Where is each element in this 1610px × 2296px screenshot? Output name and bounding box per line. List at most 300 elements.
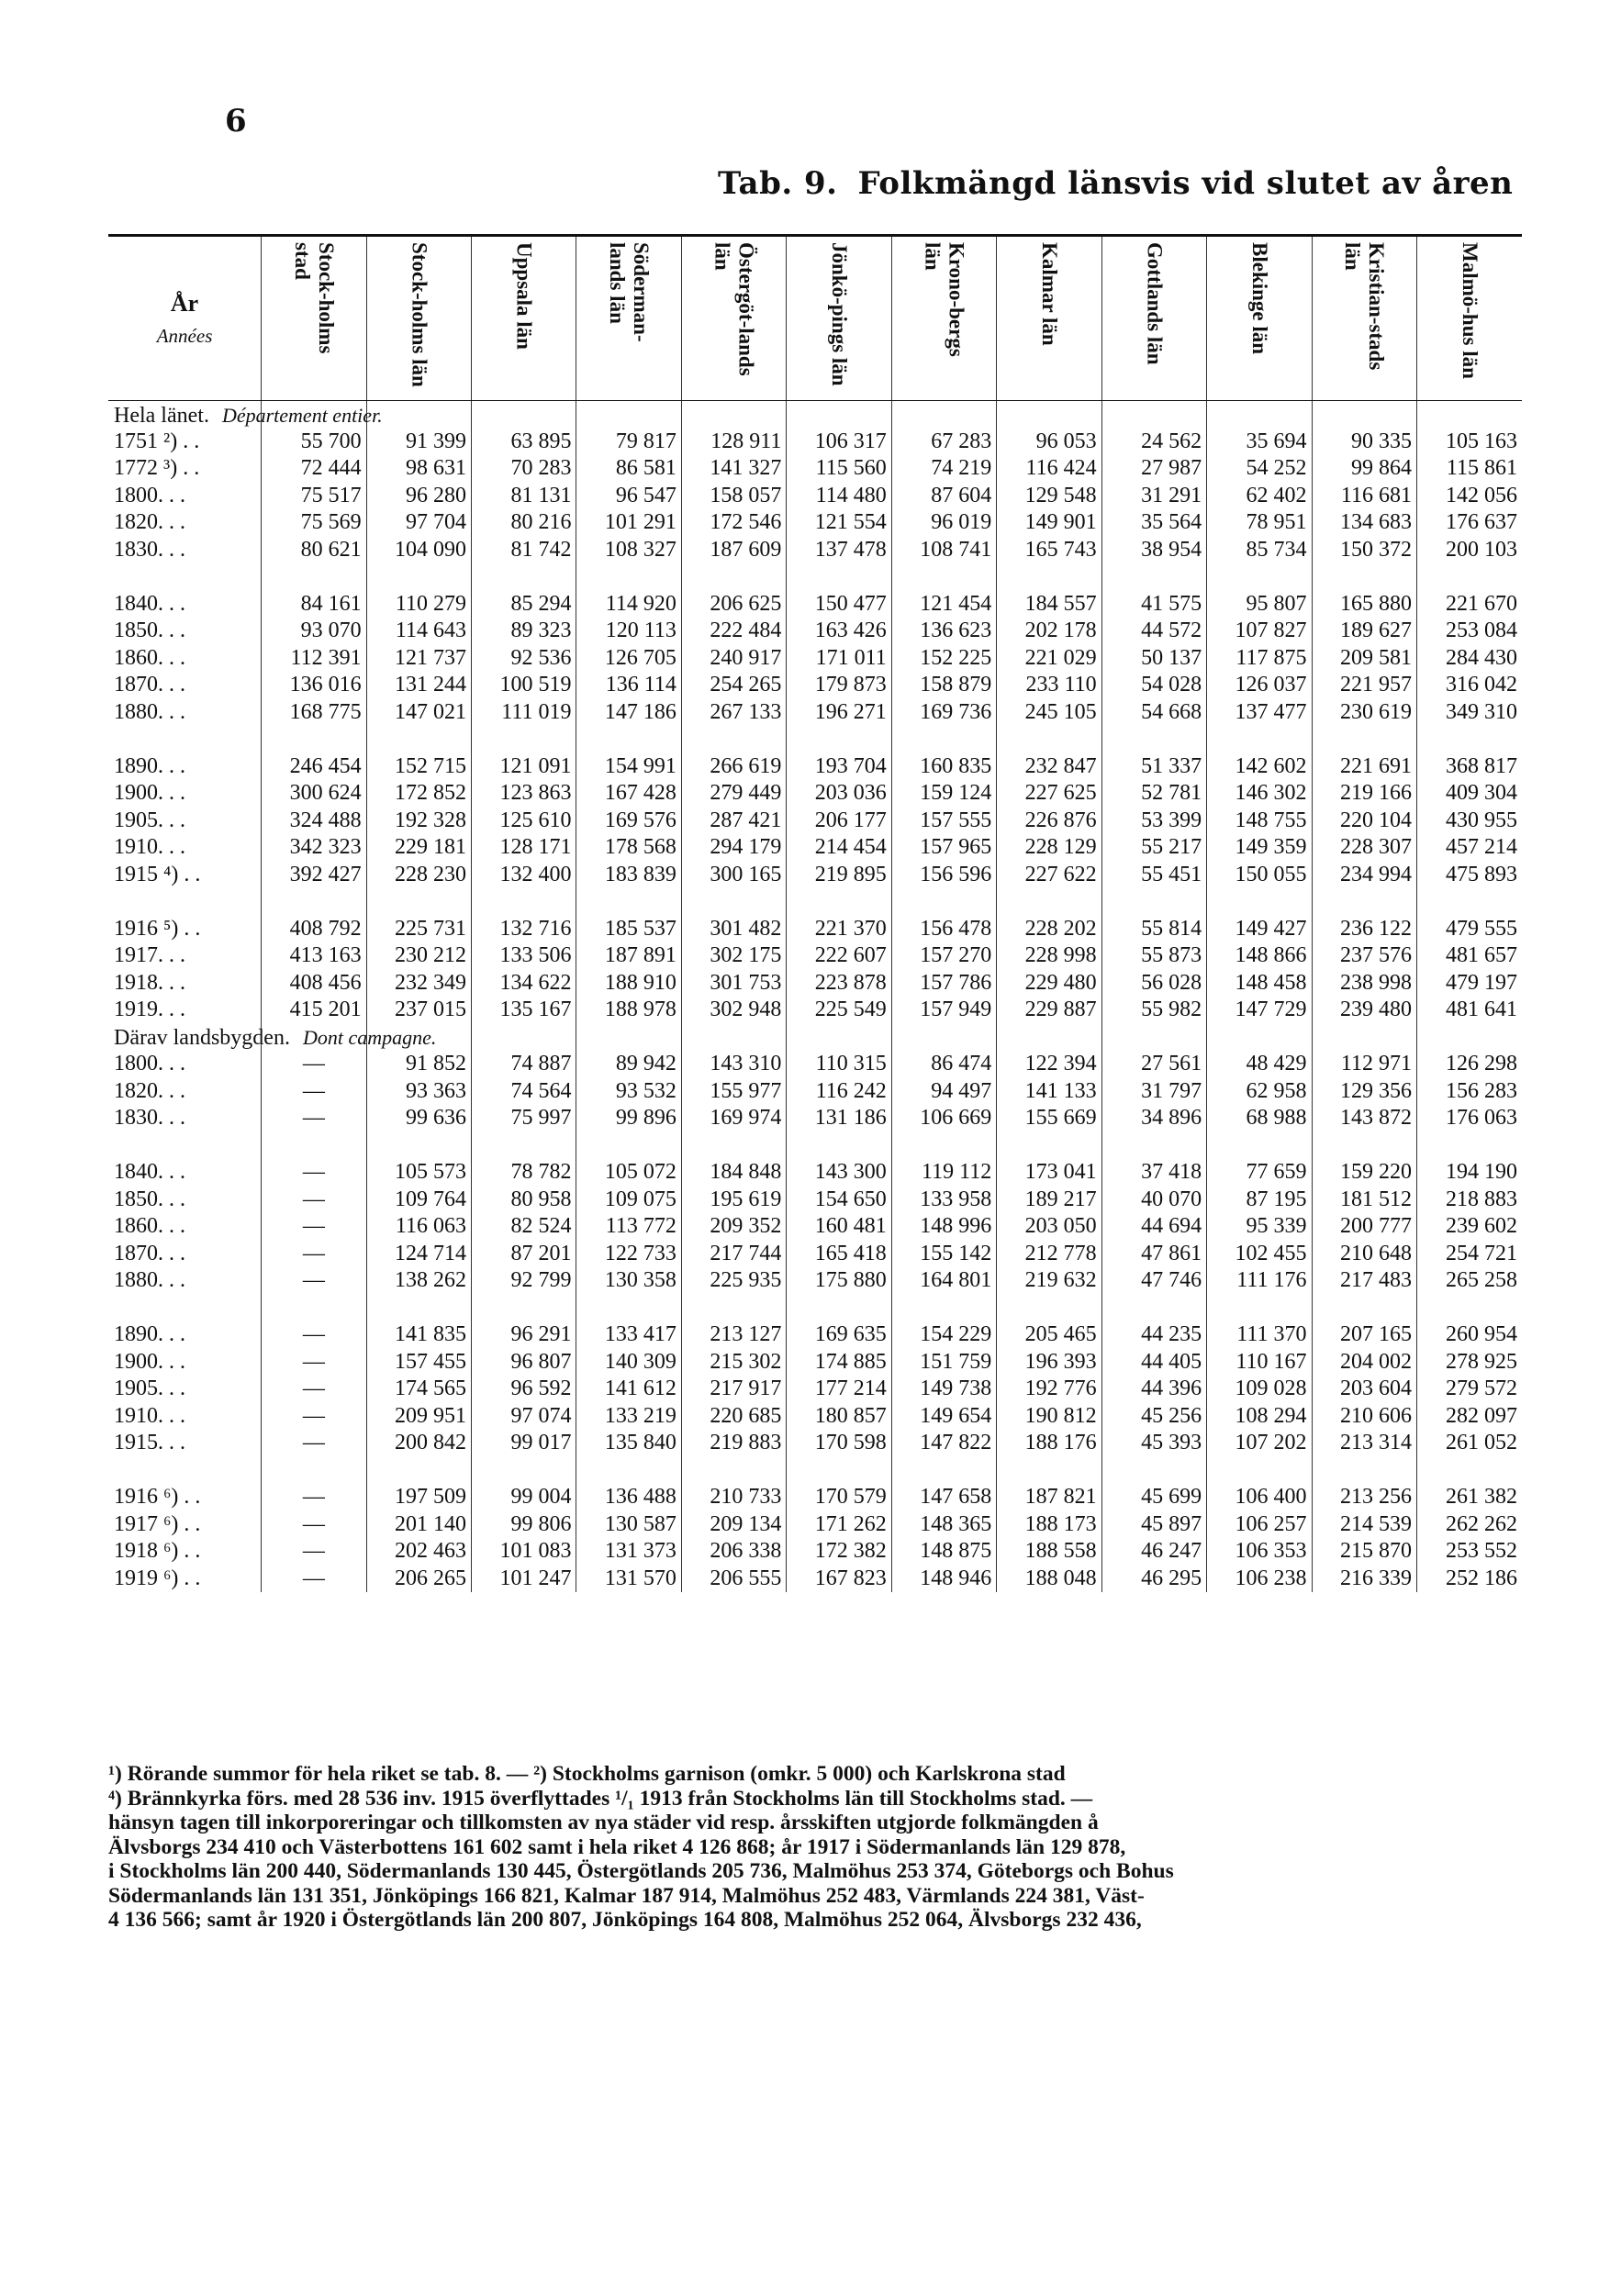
value-cell: 154 650 [787, 1187, 891, 1214]
value-cell: 172 852 [366, 780, 471, 808]
year-cell: 1880. . . [114, 699, 185, 724]
value-cell: 94 497 [891, 1078, 996, 1106]
value-cell: 97 074 [472, 1403, 576, 1431]
year-cell: 1840. . . [114, 591, 185, 616]
value-cell: 171 011 [787, 645, 891, 673]
value-cell: 261 382 [1416, 1484, 1522, 1511]
footnote-line: Södermanlands län 131 351, Jönköpings 166 821, Kalmar 187 914, Malmöhus 252 483, Värmlands 224 381, Väst- [108, 1883, 1145, 1908]
header-row [108, 236, 1522, 401]
value-cell: 31 797 [1101, 1078, 1206, 1106]
table-row [108, 1376, 1522, 1403]
value-cell: 96 280 [366, 483, 471, 510]
empty-cell [1207, 1457, 1312, 1485]
value-cell: 106 400 [1207, 1484, 1312, 1511]
value-cell: 45 393 [1101, 1430, 1206, 1457]
value-cell: 156 478 [891, 916, 996, 943]
value-cell: 149 427 [1207, 916, 1312, 943]
value-cell: 142 056 [1416, 483, 1522, 510]
empty-cell [1416, 726, 1522, 753]
value-cell: 184 848 [681, 1159, 786, 1187]
empty-cell [366, 563, 471, 591]
value-cell: 214 454 [787, 834, 891, 862]
value-cell: 108 327 [576, 537, 681, 564]
value-cell: 147 186 [576, 699, 681, 727]
column-header: Stock-holms län [366, 236, 471, 401]
column-header: Kristian-stads län [1312, 236, 1416, 401]
value-cell: 96 592 [472, 1376, 576, 1403]
year-cell: 1916 ⁶) . . [114, 1485, 201, 1510]
table-row [108, 1241, 1522, 1268]
empty-cell [472, 888, 576, 916]
value-cell: 184 557 [997, 591, 1101, 619]
empty-cell [1416, 401, 1522, 429]
value-cell: 253 552 [1416, 1538, 1522, 1566]
value-cell: 91 399 [366, 429, 471, 456]
value-cell: 169 576 [576, 808, 681, 835]
empty-cell [1416, 563, 1522, 591]
value-cell: 89 323 [472, 618, 576, 645]
value-cell: 148 866 [1207, 942, 1312, 970]
value-cell: 215 302 [681, 1349, 786, 1376]
value-cell: 121 454 [891, 591, 996, 619]
section-header-row [108, 1024, 1522, 1052]
empty-cell [891, 1024, 996, 1052]
value-cell: 413 163 [262, 942, 366, 970]
empty-cell [1416, 1295, 1522, 1322]
value-cell: 130 358 [576, 1267, 681, 1295]
value-cell: 209 951 [366, 1403, 471, 1431]
value-cell: 96 807 [472, 1349, 576, 1376]
empty-cell [997, 1457, 1101, 1485]
value-cell: 74 887 [472, 1051, 576, 1078]
value-cell: 80 958 [472, 1187, 576, 1214]
value-cell: 130 587 [576, 1511, 681, 1539]
footnote-line: ¹) Rörande summor för hela riket se tab. 8. — ²) Stockholms garnison (omkr. 5 000) och Karlskrona stad [108, 1762, 1066, 1786]
table-row [108, 1187, 1522, 1214]
footnote-line: i Stockholms län 200 440, Södermanlands 130 445, Östergötlands 205 736, Malmöhus 253 374, Göteborgs och Bohus [108, 1859, 1174, 1883]
value-cell: 78 782 [472, 1159, 576, 1187]
value-cell: 254 721 [1416, 1241, 1522, 1268]
value-cell: 206 555 [681, 1566, 786, 1593]
value-cell: 75 517 [262, 483, 366, 510]
year-cell: 1880. . . [114, 1268, 185, 1293]
empty-cell [1207, 1295, 1312, 1322]
value-cell: 206 625 [681, 591, 786, 619]
value-cell: 155 142 [891, 1241, 996, 1268]
value-cell: 122 733 [576, 1241, 681, 1268]
empty-cell [787, 563, 891, 591]
value-cell: 111 370 [1207, 1321, 1312, 1349]
value-cell: 160 481 [787, 1213, 891, 1241]
value-cell: 104 090 [366, 537, 471, 564]
empty-cell [576, 888, 681, 916]
value-cell: 173 041 [997, 1159, 1101, 1187]
value-cell: — [262, 1213, 366, 1241]
value-cell: 141 835 [366, 1321, 471, 1349]
value-cell: 165 418 [787, 1241, 891, 1268]
value-cell: 35 564 [1101, 509, 1206, 537]
empty-cell [108, 1457, 262, 1485]
value-cell: 146 302 [1207, 780, 1312, 808]
value-cell: 99 896 [576, 1105, 681, 1132]
value-cell: 152 225 [891, 645, 996, 673]
value-cell: 96 291 [472, 1321, 576, 1349]
table-row [108, 1267, 1522, 1295]
value-cell: 54 028 [1101, 672, 1206, 699]
value-cell: 215 870 [1312, 1538, 1416, 1566]
value-cell: 197 509 [366, 1484, 471, 1511]
value-cell: 117 875 [1207, 645, 1312, 673]
empty-cell [891, 1295, 996, 1322]
value-cell: 93 363 [366, 1078, 471, 1106]
value-cell: 192 328 [366, 808, 471, 835]
value-cell: 148 946 [891, 1566, 996, 1593]
value-cell: 254 265 [681, 672, 786, 699]
value-cell: 72 444 [262, 455, 366, 483]
value-cell: 47 746 [1101, 1267, 1206, 1295]
value-cell: 206 177 [787, 808, 891, 835]
value-cell: 479 197 [1416, 970, 1522, 998]
value-cell: 300 624 [262, 780, 366, 808]
value-cell: 237 015 [366, 997, 471, 1024]
table-row [108, 780, 1522, 808]
table-row [108, 1213, 1522, 1241]
value-cell: 148 755 [1207, 808, 1312, 835]
group-spacer [108, 1132, 1522, 1160]
value-cell: 115 560 [787, 455, 891, 483]
empty-cell [1101, 726, 1206, 753]
year-cell: 1870. . . [114, 673, 185, 697]
value-cell: 392 427 [262, 862, 366, 889]
value-cell: 99 806 [472, 1511, 576, 1539]
empty-cell [1312, 401, 1416, 429]
value-cell: 203 050 [997, 1213, 1101, 1241]
value-cell: 97 704 [366, 509, 471, 537]
value-cell: 54 668 [1101, 699, 1206, 727]
value-cell: 51 337 [1101, 753, 1206, 781]
footnote-line: hänsyn tagen till inkorporeringar och tillkomsten av nya städer vid resp. årsskiften utgjorde folkmängden å [108, 1811, 1099, 1834]
value-cell: 217 744 [681, 1241, 786, 1268]
empty-cell [472, 1024, 576, 1052]
table-row [108, 672, 1522, 699]
value-cell: 172 382 [787, 1538, 891, 1566]
empty-cell [1416, 1457, 1522, 1485]
empty-cell [108, 1132, 262, 1160]
value-cell: 409 304 [1416, 780, 1522, 808]
value-cell: 116 242 [787, 1078, 891, 1106]
value-cell: 188 176 [997, 1430, 1101, 1457]
value-cell: 55 873 [1101, 942, 1206, 970]
empty-cell [891, 563, 996, 591]
value-cell: 131 570 [576, 1566, 681, 1593]
value-cell: 221 370 [787, 916, 891, 943]
value-cell: 140 309 [576, 1349, 681, 1376]
value-cell: 165 743 [997, 537, 1101, 564]
value-cell: 188 173 [997, 1511, 1101, 1539]
value-cell: 136 488 [576, 1484, 681, 1511]
value-cell: 222 607 [787, 942, 891, 970]
empty-cell [366, 1132, 471, 1160]
value-cell: 141 612 [576, 1376, 681, 1403]
empty-cell [1312, 888, 1416, 916]
value-cell: 81 742 [472, 537, 576, 564]
table-row [108, 970, 1522, 998]
table-row [108, 537, 1522, 564]
value-cell: 129 356 [1312, 1078, 1416, 1106]
value-cell: 219 166 [1312, 780, 1416, 808]
value-cell: 134 622 [472, 970, 576, 998]
value-cell: 105 072 [576, 1159, 681, 1187]
value-cell: 481 657 [1416, 942, 1522, 970]
value-cell: 143 300 [787, 1159, 891, 1187]
value-cell: 228 129 [997, 834, 1101, 862]
empty-cell [576, 563, 681, 591]
value-cell: 220 685 [681, 1403, 786, 1431]
value-cell: 158 879 [891, 672, 996, 699]
value-cell: 107 827 [1207, 618, 1312, 645]
value-cell: 282 097 [1416, 1403, 1522, 1431]
footnote-line: 4 136 566; samt år 1920 i Östergötlands län 200 807, Jönköpings 164 808, Malmöhus 252 064, Älvsborgs 232 436, [108, 1908, 1142, 1932]
year-cell: 1917 ⁶) . . [114, 1511, 201, 1536]
value-cell: 148 458 [1207, 970, 1312, 998]
value-cell: 155 669 [997, 1105, 1101, 1132]
value-cell: 157 949 [891, 997, 996, 1024]
value-cell: 157 270 [891, 942, 996, 970]
empty-cell [472, 1457, 576, 1485]
year-cell: 1860. . . [114, 1214, 185, 1239]
value-cell: 63 895 [472, 429, 576, 456]
column-header: Krono-bergs län [891, 236, 996, 401]
table-row [108, 1430, 1522, 1457]
value-cell: 202 178 [997, 618, 1101, 645]
group-spacer [108, 1457, 1522, 1485]
value-cell: 114 480 [787, 483, 891, 510]
value-cell: 227 625 [997, 780, 1101, 808]
value-cell: 169 974 [681, 1105, 786, 1132]
value-cell: 174 885 [787, 1349, 891, 1376]
value-cell: 213 314 [1312, 1430, 1416, 1457]
value-cell: 221 691 [1312, 753, 1416, 781]
value-cell: 114 920 [576, 591, 681, 619]
empty-cell [681, 401, 786, 429]
table-row [108, 1159, 1522, 1187]
empty-cell [891, 888, 996, 916]
year-cell: 1830. . . [114, 1106, 185, 1131]
empty-cell [262, 1457, 366, 1485]
value-cell: 188 048 [997, 1566, 1101, 1593]
value-cell: 157 965 [891, 834, 996, 862]
value-cell: 221 029 [997, 645, 1101, 673]
value-cell: 99 004 [472, 1484, 576, 1511]
value-cell: 45 897 [1101, 1511, 1206, 1539]
empty-cell [1101, 563, 1206, 591]
value-cell: 55 814 [1101, 916, 1206, 943]
empty-cell [1416, 888, 1522, 916]
value-cell: 240 917 [681, 645, 786, 673]
table-row [108, 834, 1522, 862]
empty-cell [472, 1295, 576, 1322]
value-cell: 62 402 [1207, 483, 1312, 510]
population-table [108, 234, 1522, 1592]
value-cell: 100 519 [472, 672, 576, 699]
value-cell: 147 658 [891, 1484, 996, 1511]
column-header: Uppsala län [472, 236, 576, 401]
value-cell: 202 463 [366, 1538, 471, 1566]
empty-cell [1416, 1024, 1522, 1052]
value-cell: 156 596 [891, 862, 996, 889]
value-cell: 260 954 [1416, 1321, 1522, 1349]
value-cell: 230 212 [366, 942, 471, 970]
footnote-line: Älvsborgs 234 410 och Västerbottens 161 602 samt i hela riket 4 126 868; år 1917 i Södermanlands län 129 878, [108, 1834, 1126, 1859]
value-cell: 228 202 [997, 916, 1101, 943]
value-cell: 209 352 [681, 1213, 786, 1241]
value-cell: 96 547 [576, 483, 681, 510]
section-label: Hela länet. [114, 403, 209, 428]
value-cell: 209 134 [681, 1511, 786, 1539]
value-cell: 430 955 [1416, 808, 1522, 835]
empty-cell [1312, 1132, 1416, 1160]
value-cell: 368 817 [1416, 753, 1522, 781]
value-cell: 179 873 [787, 672, 891, 699]
value-cell: — [262, 1159, 366, 1187]
column-header: Kalmar län [997, 236, 1101, 401]
value-cell: 171 262 [787, 1511, 891, 1539]
value-cell: 188 558 [997, 1538, 1101, 1566]
value-cell: 261 052 [1416, 1430, 1522, 1457]
table-row [108, 753, 1522, 781]
empty-cell [997, 1295, 1101, 1322]
value-cell: 148 996 [891, 1213, 996, 1241]
table-row [108, 1538, 1522, 1566]
empty-cell [997, 563, 1101, 591]
section-label-cell [108, 401, 383, 429]
empty-cell [1312, 1457, 1416, 1485]
year-cell: 1917. . . [114, 943, 185, 968]
value-cell: — [262, 1105, 366, 1132]
empty-cell [891, 726, 996, 753]
section-label: Därav landsbygden. [114, 1026, 290, 1050]
value-cell: 156 283 [1416, 1078, 1522, 1106]
value-cell: 169 635 [787, 1321, 891, 1349]
value-cell: 475 893 [1416, 862, 1522, 889]
page-title [718, 165, 1513, 202]
value-cell: 219 883 [681, 1430, 786, 1457]
value-cell: 220 104 [1312, 808, 1416, 835]
year-cell: 1751 ²) . . [114, 429, 200, 453]
empty-cell [1101, 1132, 1206, 1160]
value-cell: 114 643 [366, 618, 471, 645]
value-cell: 35 694 [1207, 429, 1312, 456]
value-cell: 46 247 [1101, 1538, 1206, 1566]
value-cell: 176 637 [1416, 509, 1522, 537]
value-cell: 106 238 [1207, 1566, 1312, 1593]
year-cell: 1850. . . [114, 619, 185, 643]
value-cell: 229 480 [997, 970, 1101, 998]
value-cell: 110 315 [787, 1051, 891, 1078]
table-row [108, 1078, 1522, 1106]
value-cell: 40 070 [1101, 1187, 1206, 1214]
value-cell: 74 219 [891, 455, 996, 483]
value-cell: 160 835 [891, 753, 996, 781]
table-row [108, 1403, 1522, 1431]
value-cell: 225 935 [681, 1267, 786, 1295]
value-cell: 138 262 [366, 1267, 471, 1295]
empty-cell [1101, 401, 1206, 429]
value-cell: 169 736 [891, 699, 996, 727]
value-cell: 206 338 [681, 1538, 786, 1566]
year-cell: 1918 ⁶) . . [114, 1539, 201, 1564]
value-cell: 136 623 [891, 618, 996, 645]
value-cell: 206 265 [366, 1566, 471, 1593]
value-cell: 135 840 [576, 1430, 681, 1457]
value-cell: 122 394 [997, 1051, 1101, 1078]
value-cell: 180 857 [787, 1403, 891, 1431]
value-cell: 150 372 [1312, 537, 1416, 564]
value-cell: 157 455 [366, 1349, 471, 1376]
value-cell: 200 777 [1312, 1213, 1416, 1241]
value-cell: 190 812 [997, 1403, 1101, 1431]
value-cell: 209 581 [1312, 645, 1416, 673]
year-cell: 1890. . . [114, 753, 185, 778]
value-cell: 302 948 [681, 997, 786, 1024]
value-cell: 106 257 [1207, 1511, 1312, 1539]
value-cell: 479 555 [1416, 916, 1522, 943]
year-cell: 1860. . . [114, 645, 185, 670]
value-cell: 62 958 [1207, 1078, 1312, 1106]
value-cell: 44 572 [1101, 618, 1206, 645]
column-header: Östergöt-lands län [681, 236, 786, 401]
value-cell: 207 165 [1312, 1321, 1416, 1349]
value-cell: 44 396 [1101, 1376, 1206, 1403]
empty-cell [997, 1024, 1101, 1052]
value-cell: 50 137 [1101, 645, 1206, 673]
empty-cell [891, 1457, 996, 1485]
value-cell: 174 565 [366, 1376, 471, 1403]
value-cell: 147 729 [1207, 997, 1312, 1024]
value-cell: 155 977 [681, 1078, 786, 1106]
empty-cell [262, 888, 366, 916]
value-cell: 228 998 [997, 942, 1101, 970]
value-cell: — [262, 1349, 366, 1376]
value-cell: 187 821 [997, 1484, 1101, 1511]
empty-cell [366, 1457, 471, 1485]
year-cell: 1772 ³) . . [114, 456, 200, 481]
value-cell: 217 917 [681, 1376, 786, 1403]
value-cell: 279 572 [1416, 1376, 1522, 1403]
value-cell: 45 699 [1101, 1484, 1206, 1511]
column-header: Malmö-hus län [1416, 236, 1522, 401]
value-cell: 201 140 [366, 1511, 471, 1539]
table-row [108, 997, 1522, 1024]
value-cell: 136 016 [262, 672, 366, 699]
column-header: Gottlands län [1101, 236, 1206, 401]
empty-cell [366, 1295, 471, 1322]
empty-cell [1207, 401, 1312, 429]
value-cell: 131 186 [787, 1105, 891, 1132]
value-cell: 294 179 [681, 834, 786, 862]
value-cell: 95 807 [1207, 591, 1312, 619]
value-cell: 238 998 [1312, 970, 1416, 998]
value-cell: 143 310 [681, 1051, 786, 1078]
empty-cell [1101, 1295, 1206, 1322]
value-cell: 31 291 [1101, 483, 1206, 510]
value-cell: 157 786 [891, 970, 996, 998]
value-cell: 149 654 [891, 1403, 996, 1431]
value-cell: 126 298 [1416, 1051, 1522, 1078]
value-cell: 196 393 [997, 1349, 1101, 1376]
value-cell: 86 474 [891, 1051, 996, 1078]
year-cell: 1915. . . [114, 1431, 185, 1455]
